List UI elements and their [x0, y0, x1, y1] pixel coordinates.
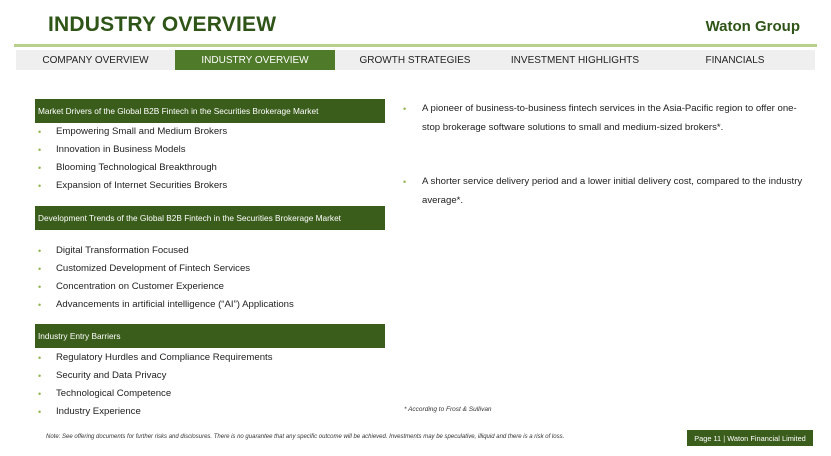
list-item: • Technological Competence — [38, 385, 273, 403]
section-header-market-drivers: Market Drivers of the Global B2B Fintech in the Securities Brokerage Market — [35, 99, 385, 123]
list-item: • Security and Data Privacy — [38, 367, 273, 385]
section-header-entry-barriers: Industry Entry Barriers — [35, 324, 385, 348]
section-header-development-trends: Development Trends of the Global B2B Fintech in the Securities Brokerage Market — [35, 206, 385, 230]
tab-investment-highlights[interactable]: INVESTMENT HIGHLIGHTS — [510, 54, 640, 66]
tab-industry-overview[interactable]: INDUSTRY OVERVIEW — [175, 50, 335, 70]
list-item: • Concentration on Customer Experience — [38, 278, 294, 296]
highlight-item: • A pioneer of business-to-business fintech services in the Asia-Pacific region to offer one-stop brokerage software solutions to small and medium-sized brokers*. — [403, 100, 803, 137]
list-item: • Digital Transformation Focused — [38, 242, 294, 260]
highlight-list-bottom — [403, 173, 803, 210]
list-item: • Advancements in artificial intelligence (“AI”) Applications — [38, 296, 294, 314]
list-item: • Innovation in Business Models — [38, 141, 227, 159]
source-note: * According to Frost & Sullivan — [404, 406, 492, 413]
market-drivers-list — [38, 123, 227, 195]
list-item: • Empowering Small and Medium Brokers — [38, 123, 227, 141]
entry-barriers-list — [38, 349, 273, 421]
list-item: • Customized Development of Fintech Services — [38, 260, 294, 278]
page-title: INDUSTRY OVERVIEW — [48, 13, 277, 36]
tab-company-overview[interactable]: COMPANY OVERVIEW — [42, 54, 149, 66]
header-divider — [14, 44, 817, 47]
page-number-badge: Page 11 | Waton Financial Limited — [687, 430, 813, 446]
disclaimer-note: Note: See offering documents for further risks and disclosures. There is no guarantee that any specific outcome will be achieved. Investments may be speculative, illiquid and there is a risk of loss. — [46, 434, 565, 440]
highlight-item: • A shorter service delivery period and a lower initial delivery cost, compared to the industry average*. — [403, 173, 803, 210]
brand-logo-text: Waton Group — [705, 18, 800, 35]
tab-growth-strategies[interactable]: GROWTH STRATEGIES — [359, 54, 471, 66]
list-item: • Regulatory Hurdles and Compliance Requirements — [38, 349, 273, 367]
tab-financials[interactable]: FINANCIALS — [705, 54, 765, 66]
highlight-list-top — [403, 100, 803, 137]
list-item: • Expansion of Internet Securities Brokers — [38, 177, 227, 195]
list-item: • Industry Experience — [38, 403, 273, 421]
development-trends-list — [38, 242, 294, 314]
list-item: • Blooming Technological Breakthrough — [38, 159, 227, 177]
section-nav — [16, 50, 815, 70]
